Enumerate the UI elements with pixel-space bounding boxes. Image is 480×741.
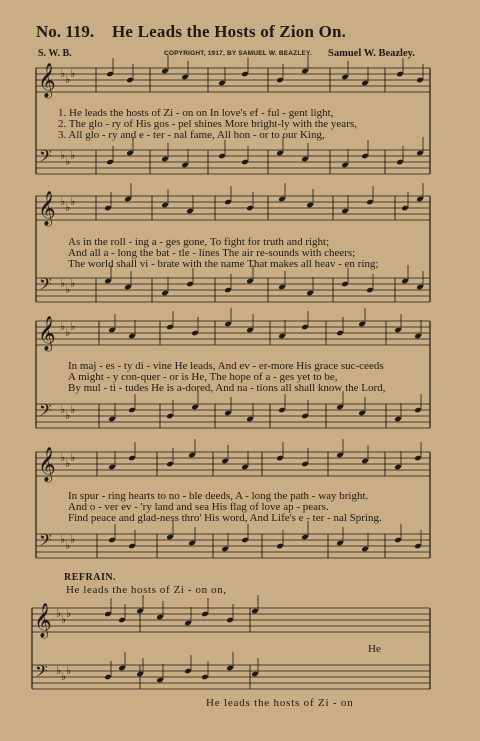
flat-icon: ♭ [65,283,71,296]
flat-icon: ♭ [70,277,76,290]
flat-icon: ♭ [60,149,66,162]
flat-icon: ♭ [60,67,66,80]
bass-clef-icon: 𝄢 [39,274,52,298]
flat-icon: ♭ [60,403,66,416]
flat-icon: ♭ [56,664,62,677]
treble-clef-icon: 𝄞 [38,316,56,351]
flat-icon: ♭ [70,195,76,208]
hymn-number: No. 119. [36,22,95,41]
flat-icon: ♭ [70,533,76,546]
flat-icon: ♭ [65,326,71,339]
flat-icon: ♭ [65,201,71,214]
composer-credit: Samuel W. Beazley. [328,48,415,59]
refrain-label: REFRAIN. [64,572,117,583]
flat-icon: ♭ [56,607,62,620]
flat-icon: ♭ [66,607,72,620]
flat-icon: ♭ [65,409,71,422]
lyric-line: The world shall vi - brate with the name That makes all heav - en ring; [68,258,379,270]
lyric-line: In maj - es - ty di - vine He leads, And ev - er-more His grace suc-ceeds [68,360,384,372]
lyric-line: And o - ver ev - 'ry land and sea His flag of love ap - pears. [68,501,329,513]
treble-clef-icon: 𝄞 [38,63,56,98]
flat-icon: ♭ [70,403,76,416]
flat-icon: ♭ [65,457,71,470]
refrain-alto-cue: He [368,643,381,655]
lyric-line: As in the roll - ing a - ges gone, To fight for truth and right; [68,236,330,248]
copyright-notice: COPYRIGHT, 1917, BY SAMUEL W. BEAZLEY. [164,50,312,57]
flat-icon: ♭ [70,451,76,464]
flat-icon: ♭ [60,195,66,208]
flat-icon: ♭ [65,73,71,86]
treble-clef-icon: 𝄞 [38,447,56,482]
bass-clef-icon: 𝄢 [39,146,52,170]
flat-icon: ♭ [70,320,76,333]
refrain-lyric-top: He leads the hosts of Zi - on on, [66,584,227,596]
refrain-lyric-bottom: He leads the hosts of Zi - on [206,697,354,709]
lyric-line: 2. The glo - ry of His gos - pel shines More bright-ly with the years, [58,118,357,130]
author-initials: S. W. B. [38,48,72,59]
lyric-line: And all a - long the bat - tle - lines The air re-sounds with cheers; [68,247,356,259]
flat-icon: ♭ [60,451,66,464]
flat-icon: ♭ [70,67,76,80]
lyric-line: A might - y con-quer - or is He, The hope of a - ges yet to be, [68,371,338,383]
lyric-line: Find peace and glad-ness thro' His word, And Life's e - ter - nal Spring. [68,512,382,524]
lyric-line: 1. He leads the hosts of Zi - on on In love's ef - ful - gent light, [58,107,334,119]
flat-icon: ♭ [60,320,66,333]
flat-icon: ♭ [60,277,66,290]
bass-clef-icon: 𝄢 [39,400,52,424]
flat-icon: ♭ [70,149,76,162]
flat-icon: ♭ [66,664,72,677]
treble-clef-icon: 𝄞 [38,191,56,226]
treble-clef-icon: 𝄞 [34,603,52,638]
lyric-line: In spur - ring hearts to no - ble deeds, A - long the path - way bright. [68,490,369,502]
flat-icon: ♭ [61,613,67,626]
flat-icon: ♭ [65,155,71,168]
lyric-line: By mul - ti - tudes He is a-dored, And na - tions all shall know the Lord, [68,382,386,394]
lyric-line: 3. All glo - ry and e - ter - nal fame, All hon - or to our King, [58,129,325,141]
flat-icon: ♭ [61,670,67,683]
flat-icon: ♭ [65,539,71,552]
bass-clef-icon: 𝄢 [35,661,48,685]
flat-icon: ♭ [60,533,66,546]
hymn-title: He Leads the Hosts of Zion On. [112,22,347,41]
bass-clef-icon: 𝄢 [39,530,52,554]
